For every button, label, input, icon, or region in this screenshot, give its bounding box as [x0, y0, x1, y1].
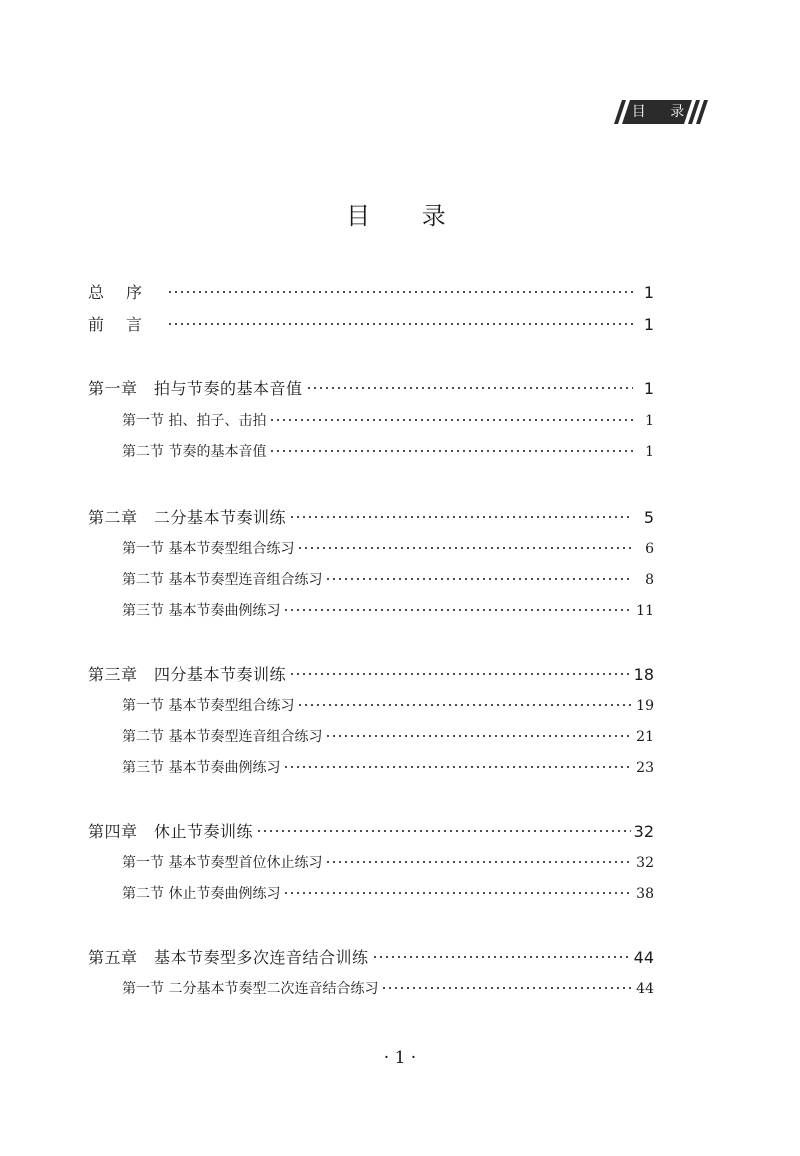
dot-leader [297, 540, 633, 555]
toc-entry-label: 第二章 二分基本节奏训练 [88, 508, 287, 527]
toc-page-number: 1 [643, 315, 654, 334]
toc-section[interactable] [122, 441, 654, 461]
toc-entry-label: 前言 [88, 315, 165, 334]
dot-leader [381, 980, 633, 995]
toc-entry-foreword[interactable] [88, 312, 654, 335]
dot-leader [325, 728, 633, 743]
dot-leader [325, 854, 633, 869]
dot-leader [167, 314, 633, 332]
toc-section[interactable] [122, 410, 654, 430]
toc-page-number: 19 [636, 698, 654, 715]
toc-entry-label: 第三节 基本节奏曲例练习 [122, 760, 281, 777]
dot-leader [297, 697, 633, 712]
toc-page-number: 5 [643, 508, 654, 527]
dot-leader [283, 602, 633, 617]
toc-page-number: 6 [645, 541, 654, 558]
toc-entry-preface[interactable] [88, 280, 654, 303]
header-section-tag [612, 100, 708, 124]
dot-leader [269, 412, 633, 427]
toc-entry-label: 第一节 基本节奏型组合练习 [122, 698, 295, 715]
toc-page-number: 1 [643, 283, 654, 302]
toc-entry-label: 第四章 休止节奏训练 [88, 822, 254, 841]
toc-page-number: 11 [636, 603, 654, 620]
toc-section[interactable] [122, 726, 654, 746]
header-tag-text: 目 录 [631, 104, 695, 120]
toc-entry-label: 第五章 基本节奏型多次连音结合训练 [88, 948, 369, 967]
toc-chapter[interactable] [88, 819, 654, 842]
toc-chapter[interactable] [88, 945, 654, 968]
dot-leader [289, 664, 631, 682]
toc-page-number: 32 [633, 822, 654, 841]
toc-entry-label: 第一节 拍、拍子、击拍 [122, 413, 267, 430]
dot-leader [256, 821, 631, 839]
toc-section[interactable] [122, 757, 654, 777]
toc-entry-label: 第二节 基本节奏型连音组合练习 [122, 572, 323, 589]
toc-section[interactable] [122, 538, 654, 558]
toc-page-number: 44 [636, 981, 654, 998]
toc-page-number: 8 [645, 572, 654, 589]
toc-page-number: 44 [633, 948, 654, 967]
toc-entry-label: 第二节 基本节奏型连音组合练习 [122, 729, 323, 746]
toc-chapter[interactable] [88, 376, 654, 399]
toc-section[interactable] [122, 883, 654, 903]
page-number-footer: · 1 · [383, 1048, 417, 1068]
toc-entry-label: 第一节 基本节奏型首位休止练习 [122, 855, 323, 872]
toc-section[interactable] [122, 695, 654, 715]
toc-page-number: 1 [645, 444, 654, 461]
toc-entry-label: 第一节 二分基本节奏型二次连音结合练习 [122, 981, 379, 998]
dot-leader [269, 443, 633, 458]
toc-section[interactable] [122, 569, 654, 589]
dot-leader [167, 282, 633, 300]
dot-leader [372, 947, 631, 965]
toc-page-number: 21 [636, 729, 654, 746]
toc-entry-label: 第二节 节奏的基本音值 [122, 444, 267, 461]
toc-entry-label: 第三节 基本节奏曲例练习 [122, 603, 281, 620]
toc-page-number: 1 [643, 379, 654, 398]
toc-chapter[interactable] [88, 505, 654, 528]
toc-entry-label: 第一章 拍与节奏的基本音值 [88, 379, 303, 398]
toc-page-number: 1 [645, 413, 654, 430]
toc-chapter[interactable] [88, 662, 654, 685]
dot-leader [283, 885, 633, 900]
toc-page-number: 18 [633, 665, 654, 684]
toc-section[interactable] [122, 852, 654, 872]
page-title: 目 录 [346, 202, 468, 230]
toc-entry-label: 第三章 四分基本节奏训练 [88, 665, 287, 684]
dot-leader [289, 507, 633, 525]
toc-section[interactable] [122, 600, 654, 620]
toc-page-number: 23 [636, 760, 654, 777]
toc-section[interactable] [122, 978, 654, 998]
toc-entry-label: 总序 [88, 283, 165, 302]
dot-leader [283, 759, 633, 774]
toc-entry-label: 第一节 基本节奏型组合练习 [122, 541, 295, 558]
toc-page-number: 38 [636, 886, 654, 903]
toc-page-number: 32 [636, 855, 654, 872]
toc-entry-label: 第二节 休止节奏曲例练习 [122, 886, 281, 903]
dot-leader [306, 378, 633, 396]
dot-leader [325, 571, 633, 586]
